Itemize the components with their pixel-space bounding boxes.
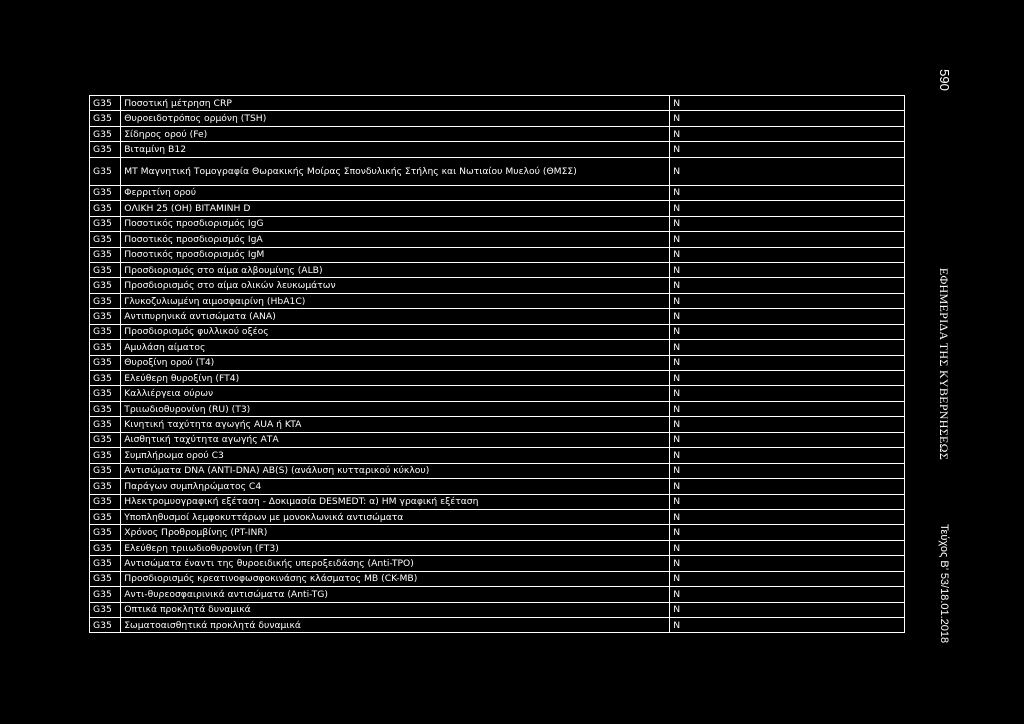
row-flag: N (670, 262, 905, 277)
row-description: Προσδιορισμός φυλλικού οξέος (121, 324, 670, 339)
row-flag: N (670, 371, 905, 386)
row-flag: N (670, 355, 905, 370)
row-flag: N (670, 432, 905, 447)
row-flag: N (670, 540, 905, 555)
table-row (90, 216, 905, 231)
row-description: Ποσοτικός προσδιορισμός IgG (121, 216, 670, 231)
table-row (90, 262, 905, 277)
table-row (90, 157, 905, 185)
gazette-title: ΕΦΗΜΕΡΙΔΑ ΤΗΣ ΚΥΒΕΡΝΗΣΕΩΣ (937, 267, 951, 461)
row-flag: N (670, 386, 905, 401)
table-row (90, 293, 905, 308)
row-description: Ελεύθερη τριιωδιοθυρονίνη (FT3) (121, 540, 670, 555)
row-code: G35 (90, 126, 121, 141)
table-row (90, 479, 905, 494)
row-code: G35 (90, 463, 121, 478)
table-row (90, 386, 905, 401)
row-code: G35 (90, 96, 121, 111)
table-row (90, 142, 905, 157)
procedures-table (89, 95, 905, 633)
row-code: G35 (90, 355, 121, 370)
row-flag: N (670, 618, 905, 633)
row-description: Οπτικά προκλητά δυναμικά (121, 602, 670, 617)
row-code: G35 (90, 247, 121, 262)
row-flag: N (670, 509, 905, 524)
row-description: Προσδιορισμός στο αίμα ολικών λευκωμάτων (121, 278, 670, 293)
row-description: Αντιπυρηνικά αντισώματα (ANA) (121, 309, 670, 324)
table-row (90, 126, 905, 141)
row-code: G35 (90, 293, 121, 308)
row-flag: N (670, 556, 905, 571)
row-code: G35 (90, 540, 121, 555)
row-code: G35 (90, 324, 121, 339)
table-row (90, 232, 905, 247)
row-code: G35 (90, 479, 121, 494)
row-code: G35 (90, 509, 121, 524)
row-code: G35 (90, 386, 121, 401)
issue-reference: Τεύχος Β’ 53/18.01.2018 (938, 524, 950, 644)
row-flag: N (670, 324, 905, 339)
row-description: Αντισώματα DNA (ANTI-DNA) AB(S) (ανάλυση κυτταρικού κύκλου) (121, 463, 670, 478)
row-code: G35 (90, 587, 121, 602)
procedures-table-body (90, 96, 905, 633)
row-flag: N (670, 525, 905, 540)
row-flag: N (670, 201, 905, 216)
row-flag: N (670, 401, 905, 416)
row-description: Παράγων συμπληρώματος C4 (121, 479, 670, 494)
table-row (90, 509, 905, 524)
row-description: Αμυλάση αίματος (121, 340, 670, 355)
row-code: G35 (90, 448, 121, 463)
row-description: Αντισώματα έναντι της θυροειδικής υπεροξειδάσης (Anti-TPO) (121, 556, 670, 571)
row-flag: N (670, 185, 905, 200)
table-row (90, 371, 905, 386)
row-code: G35 (90, 142, 121, 157)
row-flag: N (670, 479, 905, 494)
table-row (90, 355, 905, 370)
row-code: G35 (90, 278, 121, 293)
row-description: ΜΤ Μαγνητική Τομογραφία Θωρακικής Μοίρας Σπονδυλικής Στήλης και Νωτιαίου Μυελού (ΘΜΣΣ) (121, 157, 670, 185)
row-code: G35 (90, 494, 121, 509)
table-row (90, 448, 905, 463)
row-description: Φερριτίνη ορού (121, 185, 670, 200)
row-code: G35 (90, 111, 121, 126)
row-flag: N (670, 494, 905, 509)
table-row (90, 494, 905, 509)
row-flag: N (670, 111, 905, 126)
table-row (90, 247, 905, 262)
row-flag: N (670, 126, 905, 141)
table-row (90, 340, 905, 355)
table-row (90, 185, 905, 200)
row-code: G35 (90, 340, 121, 355)
table-row (90, 432, 905, 447)
row-description: Ποσοτικός προσδιορισμός IgA (121, 232, 670, 247)
row-description: Συμπλήρωμα ορού C3 (121, 448, 670, 463)
row-description: Ελεύθερη θυροξίνη (FT4) (121, 371, 670, 386)
row-code: G35 (90, 525, 121, 540)
row-code: G35 (90, 602, 121, 617)
table-row (90, 96, 905, 111)
row-description: Προσδιορισμός κρεατινοφωσφοκινάσης κλάσματος MB (CK-MB) (121, 571, 670, 586)
row-code: G35 (90, 216, 121, 231)
row-flag: N (670, 463, 905, 478)
row-code: G35 (90, 417, 121, 432)
row-description: Σίδηρος ορού (Fe) (121, 126, 670, 141)
row-description: Αισθητική ταχύτητα αγωγής ΑΤΑ (121, 432, 670, 447)
row-description: Ποσοτικός προσδιορισμός IgM (121, 247, 670, 262)
row-flag: N (670, 247, 905, 262)
row-flag: N (670, 216, 905, 231)
table-row (90, 111, 905, 126)
row-description: Ηλεκτρομυογραφική εξέταση - Δοκιμασία DESMEDT: α) HM γραφική εξέταση (121, 494, 670, 509)
row-code: G35 (90, 371, 121, 386)
row-description: Υποπληθυσμοί λεμφοκυττάρων με μονοκλωνικά αντισώματα (121, 509, 670, 524)
row-description: ΟΛΙΚΗ 25 (ΟΗ) ΒΙΤΑΜΙΝΗ D (121, 201, 670, 216)
row-flag: N (670, 571, 905, 586)
row-description: Γλυκοζυλιωμένη αιμοσφαιρίνη (HbA1C) (121, 293, 670, 308)
row-description: Τριιωδιοθυρονίνη (RU) (T3) (121, 401, 670, 416)
row-description: Αντι-θυρεοσφαιρινικά αντισώματα (Anti-TG) (121, 587, 670, 602)
row-code: G35 (90, 571, 121, 586)
row-description: Βιταμίνη Β12 (121, 142, 670, 157)
table-row (90, 525, 905, 540)
row-description: Θυροξίνη ορού (T4) (121, 355, 670, 370)
row-flag: N (670, 96, 905, 111)
table-row (90, 556, 905, 571)
row-flag: N (670, 157, 905, 185)
table-row (90, 401, 905, 416)
row-description: Σωματοαισθητικά προκλητά δυναμικά (121, 618, 670, 633)
row-flag: N (670, 417, 905, 432)
table-row (90, 587, 905, 602)
table-row (90, 309, 905, 324)
row-code: G35 (90, 401, 121, 416)
row-flag: N (670, 278, 905, 293)
row-flag: N (670, 293, 905, 308)
table-row (90, 540, 905, 555)
row-flag: N (670, 448, 905, 463)
row-code: G35 (90, 232, 121, 247)
row-code: G35 (90, 309, 121, 324)
table-row (90, 278, 905, 293)
row-description: Ποσοτική μέτρηση CRP (121, 96, 670, 111)
row-code: G35 (90, 618, 121, 633)
table-row (90, 618, 905, 633)
row-description: Θυροειδοτρόπος ορμόνη (TSH) (121, 111, 670, 126)
procedures-table-container (89, 95, 905, 633)
row-description: Κινητική ταχύτητα αγωγής AUA ή KTA (121, 417, 670, 432)
row-flag: N (670, 232, 905, 247)
row-flag: N (670, 142, 905, 157)
row-code: G35 (90, 157, 121, 185)
row-code: G35 (90, 262, 121, 277)
table-row (90, 324, 905, 339)
table-row (90, 417, 905, 432)
row-flag: N (670, 309, 905, 324)
table-row (90, 571, 905, 586)
row-flag: N (670, 340, 905, 355)
row-flag: N (670, 587, 905, 602)
table-row (90, 602, 905, 617)
page-number: 590 (937, 69, 952, 91)
row-code: G35 (90, 185, 121, 200)
row-description: Προσδιορισμός στο αίμα αλβουμίνης (ALB) (121, 262, 670, 277)
row-description: Χρόνος Προθρομβίνης (PT-INR) (121, 525, 670, 540)
table-row (90, 463, 905, 478)
row-code: G35 (90, 201, 121, 216)
table-row (90, 201, 905, 216)
row-code: G35 (90, 556, 121, 571)
row-code: G35 (90, 432, 121, 447)
row-flag: N (670, 602, 905, 617)
row-description: Καλλιέργεια ούρων (121, 386, 670, 401)
